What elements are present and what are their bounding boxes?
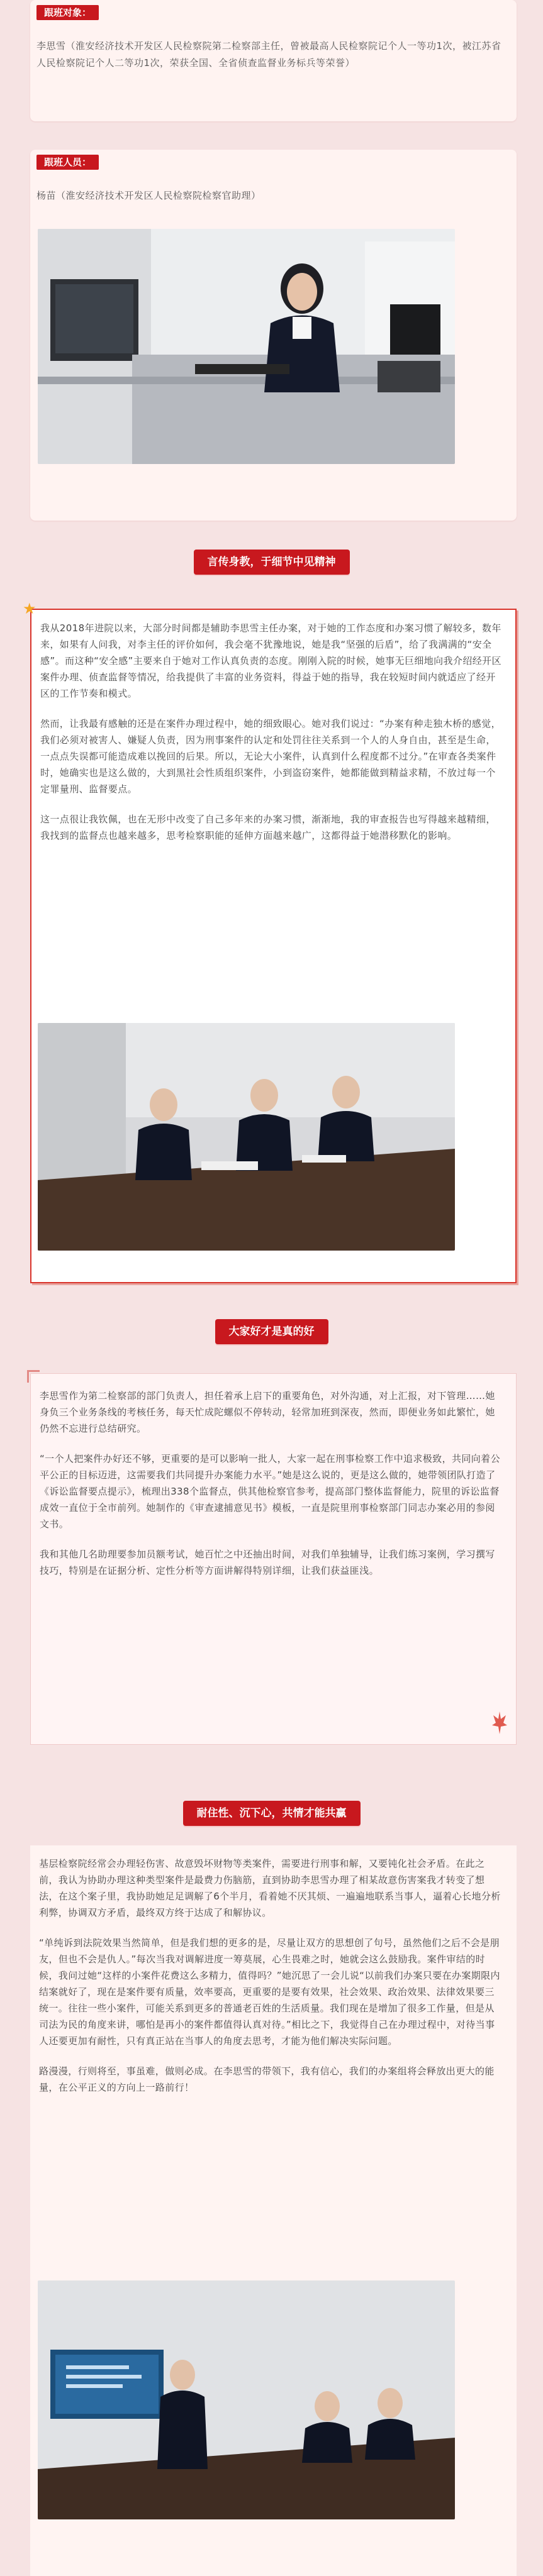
star-icon: ★ bbox=[23, 600, 36, 617]
block2-card bbox=[30, 1373, 517, 1745]
block1-para-1: 我从2018年进院以来，大部分时间都是辅助李思雪主任办案，对于她的工作态度和办案习惯了解较多，数年来，如果有人问我，对李主任的评价如何，我会毫不犹豫地说，她是我“坚强的后盾”，给了我满满的“安全感”。而这种“安全感”主要来自于她对工作认真负责的态度。刚刚入院的时候，她事无巨细地向我介绍经开区案件办理、侦查监督等情况，给我提供了丰富的业务资料，得益于她的指导，我在较短时间内就适应了经开区的工作节奏和模式。 bbox=[40, 622, 501, 699]
block3-para-1: 基层检察院经常会办理轻伤害、故意毁坏财物等类案件，需要进行刑事和解，又要钝化社会矛盾。在此之前，我认为协助办理这种类型案件是最费力伤脑筋，直到协助李思雪办理了相某故意伤害案我才转变了想法，在这个案子里，我协助她足足调解了6个半月，看着她不厌其烦、一遍遍地联系当事人，逼着心长地分析利弊，协调双方矛盾，最终双方终于达成了和解协议。 bbox=[39, 1858, 501, 1918]
block2-content bbox=[40, 1388, 503, 1593]
block1-para-3: 这一点很让我钦佩，也在无形中改变了自己多年来的办案习惯，渐渐地，我的审查报告也写得越来越精细，我找到的监督点也越来越多，思考检察职能的延伸方面越来越广，这都得益于她潜移默化的影响。 bbox=[40, 814, 496, 841]
member-tag: 跟班人员： bbox=[36, 155, 99, 170]
block3-content bbox=[39, 1855, 504, 2109]
block3-para-2: “单纯诉到法院效果当然简单，但是我们想的更多的是，尽量让双方的思想创了句号，虽然他们之后不会是朋友，但也不会是仇人。”每次当我对调解进度一筹莫展，心生畏难之时，她就会这么鼓励我。案件审结的时候，我问过她“这样的小案件花费这么多精力，值得吗？”她沉思了一会儿说“以前我们办案只要在办案期限内结案就好了，现在是案件要有质量，效率要高，更重要的是要有效果，社会效果、政治效果、法律效果要三统一。往往一些小案件，可能关系到更多的普通老百姓的生活质量。我们现在是增加了很多工作量，但是从司法为民的角度来讲，哪怕是再小的案件都值得认真对待。”相比之下，我觉得自己在办理过程中，对待当事人还要更加有耐性，只有真正站在当事人的角度去思考，才能为他们解决实际问题。 bbox=[39, 1937, 500, 2047]
block1-para-2: 然而，让我最有感触的还是在案件办理过程中，她的细致眼心。她对我们说过：“办案有种走独木桥的感觉，我们必须对被害人、嫌疑人负责，因为刑事案件的认定和处罚往往关系到一个人的人身自由，甚至是生命，一点点失误都可能造成难以挽回的后果。所以，无论大小案件，认真到什么程度都不过分。”在审查各类案件时，她确实也是这么做的，大到黑社会性质组织案件，小到盗窃案件，她都能做到精益求精，不放过每一个定罪量刑、监督要点。 bbox=[40, 718, 501, 795]
corner-accent-icon bbox=[27, 1370, 40, 1383]
heading-empathy: 耐住性、沉下心，共情才能共赢 bbox=[183, 1801, 361, 1826]
block2-para-2: “一个人把案件办好还不够，更重要的是可以影响一批人，大家一起在刑事检察工作中追求极致，共同向着公平公正的目标迈进，这需要我们共同提升办案能力水平。”她是这么说的，更是这么做的，她带领团队打造了《诉讼监督要点提示》，梳理出338个监督点，供其他检察官参考，提高部门整体监督能力，院里的诉讼监督成效一直位于全市前列。她制作的《审查逮捕意见书》模板，一直是院里刑事检察部门同志办案必用的参阅文书。 bbox=[40, 1453, 500, 1530]
target-tag: 跟班对象： bbox=[36, 5, 99, 20]
block1-content bbox=[40, 620, 501, 858]
block1-frame bbox=[23, 600, 517, 1283]
member-card bbox=[30, 150, 517, 521]
hand-decoration-icon bbox=[491, 1710, 508, 1735]
heading-team: 大家好才是真的好 bbox=[215, 1319, 328, 1344]
block3-card bbox=[30, 1845, 517, 2576]
member-text: 杨苗（淮安经济技术开发区人民检察院检察官助理） bbox=[36, 190, 261, 201]
block3-para-3: 路漫漫，行则将至，事虽难，做则必成。在李思雪的带领下，我有信心，我们的办案组将会释放出更大的能量，在公平正义的方向上一路前行！ bbox=[39, 2065, 495, 2093]
target-card bbox=[30, 0, 517, 121]
block2-para-1: 李思雪作为第二检察部的部门负责人，担任着承上启下的重要角色，对外沟通，对上汇报，对下管理……她身负三个业务条线的考核任务，每天忙成陀螺似不停转动，轻常加班到深夜，然而，即便业务如此繁忙，她仍然不忘进行总结研究。 bbox=[40, 1390, 495, 1434]
office-photo bbox=[38, 229, 455, 464]
block2-para-3: 我和其他几名助理要参加员额考试，她百忙之中还抽出时间，对我们单独辅导，让我们练习案例，学习撰写技巧，特别是在证据分析、定性分析等方面讲解得特别详细，让我们获益匪浅。 bbox=[40, 1549, 495, 1576]
meeting-photo bbox=[38, 1023, 455, 1251]
heading-teaching: 言传身教，于细节中见精神 bbox=[194, 550, 350, 575]
briefing-photo bbox=[38, 2280, 455, 2519]
target-text: 李思雪（淮安经济技术开发区人民检察院第二检察部主任，曾被最高人民检察院记个人一等功1次，被江苏省人民检察院记个人二等功1次，荣获全国、全省侦查监督业务标兵等荣誉） bbox=[36, 40, 501, 69]
